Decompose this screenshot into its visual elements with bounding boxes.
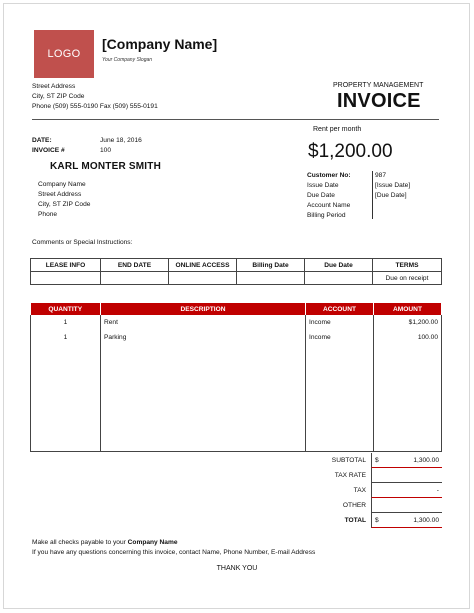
total-value: 1,300.00 — [413, 516, 439, 524]
tax-rate-label: TAX RATE — [334, 472, 366, 479]
issue-date-value: [Issue Date] — [375, 181, 411, 189]
description-header: DESCRIPTION — [101, 303, 306, 315]
company-name: [Company Name] — [102, 36, 218, 52]
empty-cell — [31, 345, 101, 451]
company-logo: LOGO — [34, 30, 94, 78]
invoice-title: INVOICE — [337, 90, 421, 112]
document-type: PROPERTY MANAGEMENT — [333, 82, 424, 89]
footer-notes — [32, 538, 315, 558]
subtotal-label: SUBTOTAL — [331, 457, 366, 464]
company-city: City, ST ZIP Code — [32, 92, 85, 100]
lease-table — [30, 258, 442, 285]
company-slogan: Your Company Slogan — [102, 57, 153, 63]
thank-you: THANK YOU — [216, 565, 258, 572]
date-value: June 18, 2016 — [100, 137, 142, 144]
totals-block — [307, 453, 442, 528]
tax-label: TAX — [353, 487, 366, 494]
subtotal-currency: $ — [375, 456, 379, 464]
row-description: Parking — [101, 330, 306, 345]
end-date-header: END DATE — [101, 259, 169, 272]
account-header: ACCOUNT — [306, 303, 374, 315]
row-quantity: 1 — [31, 330, 101, 345]
tax-rate-value-box — [371, 468, 442, 483]
customer-details — [307, 171, 410, 220]
online-access-header: ONLINE ACCESS — [169, 259, 237, 272]
end-date-cell — [101, 272, 169, 285]
table-row-empty — [31, 345, 442, 451]
empty-cell — [374, 345, 442, 451]
row-quantity: 1 — [31, 315, 101, 330]
tax-value: - — [436, 486, 439, 494]
invoice-number-value: 100 — [100, 146, 112, 154]
customer-company: Company Name — [38, 181, 86, 188]
issue-date-label: Issue Date — [307, 181, 339, 189]
customer-no-label: Customer No: — [307, 172, 351, 179]
total-currency: $ — [375, 516, 379, 524]
subtotal-value-box — [371, 453, 442, 468]
row-description: Rent — [101, 315, 306, 330]
due-date-header: Due Date — [305, 259, 373, 272]
tax-value-box — [371, 483, 442, 498]
customer-info — [38, 180, 90, 220]
billing-period-label: Billing Period — [307, 211, 346, 219]
row-account: Income — [306, 315, 374, 330]
lease-info-cell — [31, 272, 101, 285]
terms-cell: Due on receipt — [373, 272, 442, 285]
customer-city: City, ST ZIP Code — [38, 200, 91, 208]
billing-date-header: Billing Date — [237, 259, 305, 272]
total-label: TOTAL — [344, 517, 366, 524]
row-amount: 100.00 — [374, 330, 442, 345]
customer-phone: Phone — [38, 210, 58, 218]
amount-header: AMOUNT — [374, 303, 442, 315]
total-value-box — [371, 513, 442, 528]
company-phone-fax: Phone (509) 555-0190 Fax (509) 555-0191 — [32, 102, 158, 110]
table-row — [31, 315, 442, 330]
other-label: OTHER — [342, 502, 366, 509]
invoice-number-label: INVOICE # — [32, 146, 65, 154]
questions-text: If you have any questions concerning this invoice, contact Name, Phone Number, E-mail Address — [32, 548, 316, 556]
subtotal-value: 1,300.00 — [413, 456, 439, 464]
checks-text: Make all checks payable to your — [32, 539, 128, 546]
online-access-cell — [169, 272, 237, 285]
rent-label: Rent per month — [313, 126, 362, 133]
details-divider — [372, 171, 373, 219]
header-divider — [32, 119, 439, 120]
company-address — [32, 82, 158, 112]
table-row — [31, 330, 442, 345]
quantity-header: QUANTITY — [31, 303, 101, 315]
rent-amount: $1,200.00 — [308, 141, 393, 162]
customer-street: Street Address — [38, 190, 82, 198]
billing-date-cell — [237, 272, 305, 285]
terms-header: TERMS — [373, 259, 442, 272]
comments-label: Comments or Special Instructions: — [32, 239, 133, 246]
customer-no-value: 987 — [375, 172, 387, 179]
account-name-label: Account Name — [307, 201, 351, 209]
items-table — [30, 303, 442, 452]
other-value-box — [371, 498, 442, 513]
due-date-label: Due Date — [307, 191, 335, 199]
row-account: Income — [306, 330, 374, 345]
invoice-meta — [32, 136, 142, 156]
date-label: DATE: — [32, 137, 52, 144]
lease-info-header: LEASE INFO — [31, 259, 101, 272]
company-street: Street Address — [32, 83, 76, 90]
empty-cell — [101, 345, 306, 451]
row-amount: $1,200.00 — [374, 315, 442, 330]
due-date-value: [Due Date] — [375, 191, 407, 199]
customer-name: KARL MONTER SMITH — [50, 161, 161, 172]
checks-company: Company Name — [127, 539, 178, 546]
empty-cell — [306, 345, 374, 451]
due-date-cell — [305, 272, 373, 285]
